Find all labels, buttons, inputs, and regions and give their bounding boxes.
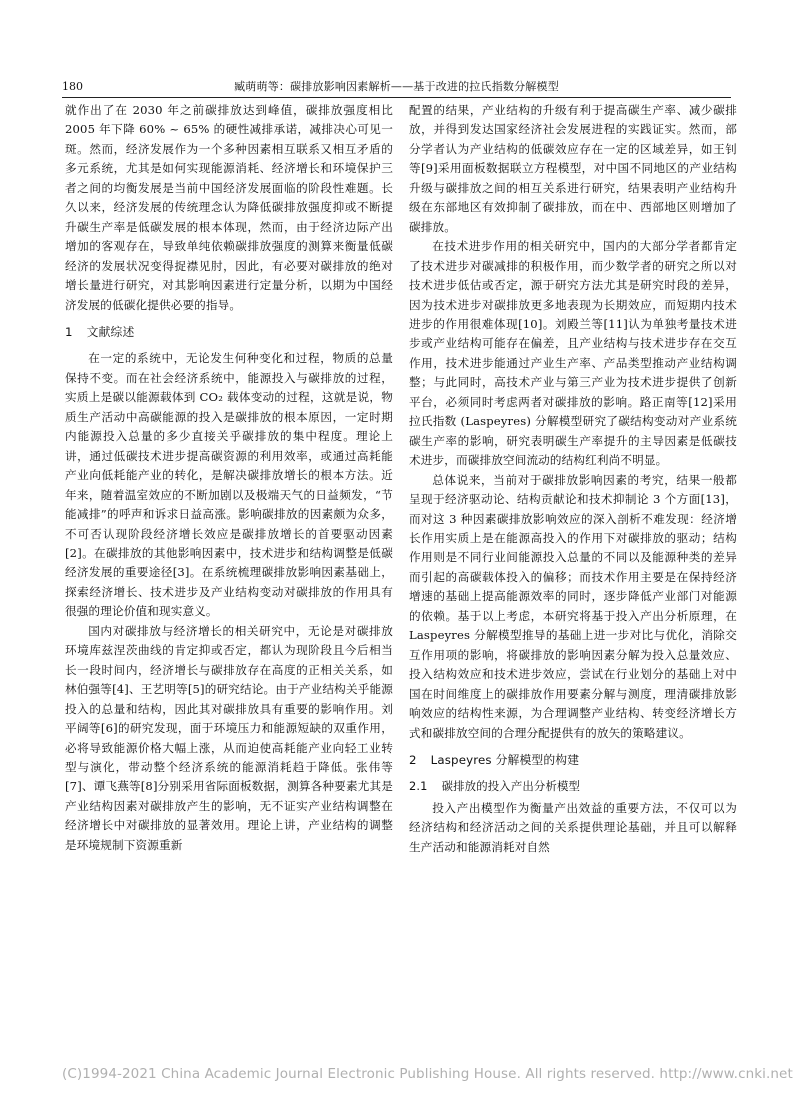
header-rule: [62, 97, 731, 98]
subsection-number: 2.1: [409, 779, 428, 794]
body-paragraph: 在一定的系统中，无论发生何种变化和过程，物质的总量保持不变。而在社会经济系统中，能源投入与碳排放的过程，实质上是碳以能源载体到 CO₂ 载体变动的过程，这就是说，物质生产活动中高碳能源的投入是碳排放的根本原因，一定时期内能源投入总量的多少直接关乎碳排放的集中程度。理论上讲，通过低碳技术进步提高碳资源的利用效率，或通过高耗能产业向低耗能产业的转化，是解决碳排放增长的根本方法。近年来，随着温室效应的不断加剧以及极端天气的日益频发，“节能减排”的呼声和诉求日益高涨。影响碳排放的因素颇为众多，不可否认现阶段经济增长效应是碳排放增长的首要驱动因素[2]。在碳排放的其他影响因素中，技术进步和结构调整是低碳经济发展的重要途径[3]。在系统梳理碳排放影响因素基础上，探索经济增长、技术进步及产业结构变动对碳排放的作用具有很强的理论价值和现实意义。: [65, 351, 393, 619]
section-number: 1: [65, 324, 73, 339]
section-number: 2: [409, 752, 417, 767]
body-paragraph: 总体说来，当前对于碳排放影响因素的考究，结果一般都呈现于经济驱动论、结构贡献论和技术抑制论 3 个方面[13]，而对这 3 种因素碳排放影响效应的深入剖析不难发现：经济增长作用实质上是在能源高投入的作用下对碳排放的驱动；结构作用则是不同行业间能源投入总量的不同以及能源种类的差异而引起的高碳载体投入的偏移；而技术作用主要是在保持经济增速的基础上提高能源效率的同时，逐步降低产业部门对能源的依赖。基于以上考虑，本研究将基于投入产出分析原理，在 Laspeyres 分解模型推导的基础上进一步对比与优化，消除交互作用项的影响，将碳排放的影响因素分解为投入总量效应、投入结构效应和技术进步效应，尝试在行业划分的基础上对中国在时间维度上的碳排放作用要素分解与测度，理清碳排放影响效应的结构性来源，为合理调整产业结构、转变经济增长方式和碳排放空间的合理分配提供有的放矢的策略建议。: [409, 472, 737, 740]
copyright-watermark: (C)1994-2021 China Academic Journal Electronic Publishing House. All rights reserved. http://www.cnki.net: [62, 1066, 793, 1082]
page-number: 180: [62, 80, 83, 93]
body-paragraph: 国内对碳排放与经济增长的相关研究中，无论是对碳排放环境库兹涅茨曲线的肯定抑或否定，都认为现阶段且今后相当长一段时间内，经济增长与碳排放存在高度的正相关关系，如林伯强等[4]、王艺明等[5]的研究结论。由于产业结构关乎能源投入的总量和结构，因此其对碳排放具有重要的影响作用。刘平阔等[6]的研究发现，面于环境压力和能源短缺的双重作用，必将导致能源价格大幅上涨，从而迫使高耗能产业向轻工业转型与演化，带动整个经济系统的能源消耗趋于降低。张伟等[7]、谭飞燕等[8]分别采用省际面板数据，测算各种要素尤其是产业结构因素对碳排放产生的影响，无不证实产业结构调整在经济增长中对碳排放的显著效用。理论上讲，产业结构的调整是环境规制下资源重新: [65, 623, 393, 852]
section-heading-2: [409, 751, 737, 770]
intro-paragraph: 就作出了在 2030 年之前碳排放达到峰值，碳排放强度相比 2005 年下降 60% ~ 65% 的硬性减排承诺，减排决心可见一斑。然而，经济发展作为一个多种因素相互联系又相互矛盾的多元系统，尤其是如何实现能源消耗、经济增长和环境保护三者之间的均衡发展是当前中国经济发展面临的阶段性难题。长久以来，经济发展的传统理念认为降低碳排放强度抑或不断提升碳生产率是低碳发展的根本体现，然而，由于经济边际产出增加的客观存在，导致单纯依赖碳排放强度的测算来衡量低碳经济的发展状况变得捉襟见肘，因此，有必要对碳排放的绝对增长量进行研究，对其影响因素进行定量分析，以期为中国经济发展的低碳化提供必要的指导。: [65, 103, 393, 312]
section-heading-1: [65, 323, 393, 342]
running-title: 臧萌萌等：碳排放影响因素解析——基于改进的拉氏指数分解模型: [234, 80, 559, 93]
subsection-heading-2-1: [409, 777, 737, 796]
section-title: 文献综述: [86, 324, 135, 339]
left-column: [65, 101, 393, 855]
subsection-title: 碳排放的投入产出分析模型: [441, 779, 581, 794]
body-paragraph-continued: 配置的结果，产业结构的升级有利于提高碳生产率、减少碳排放，并得到发达国家经济社会发展进程的实践证实。然而，部分学者认为产业结构的低碳效应存在一定的区域差异，如王钊等[9]采用面板数据联立方程模型，对中国不同地区的产业结构升级与碳排放之间的相互关系进行研究，结果表明产业结构升级在东部地区有效抑制了碳排放，而在中、西部地区则增加了碳排放。: [409, 103, 737, 234]
right-column: [409, 101, 737, 857]
body-paragraph: 在技术进步作用的相关研究中，国内的大部分学者都肯定了技术进步对碳减排的积极作用，而少数学者的研究之所以对技术进步低估或否定，源于研究方法尤其是研究时段的差异，因为技术进步对碳排放更多地表现为长期效应，而短期内技术进步的作用很难体现[10]。刘殿兰等[11]认为单独考量技术进步或产业结构可能存在偏差，且产业结构与技术进步存在交互作用，技术进步能通过产业生产率、产品类型推动产业结构调整；与此同时，高技术产业与第三产业为技术进步提供了创新平台，必须同时考虑两者对碳排放的影响。路正南等[12]采用拉氏指数 (Laspeyres) 分解模型研究了碳结构变动对产业系统碳生产率的影响，研究表明碳生产率提升的主导因素是低碳技术进步，而碳排放空间流动的结构红利尚不明显。: [409, 239, 737, 468]
section-title: Laspeyres 分解模型的构建: [430, 752, 580, 767]
body-paragraph: 投入产出模型作为衡量产出效益的重要方法，不仅可以为经济结构和经济活动之间的关系提供理论基础，并且可以解释生产活动和能源消耗对自然: [409, 800, 737, 854]
running-header: [62, 78, 731, 96]
